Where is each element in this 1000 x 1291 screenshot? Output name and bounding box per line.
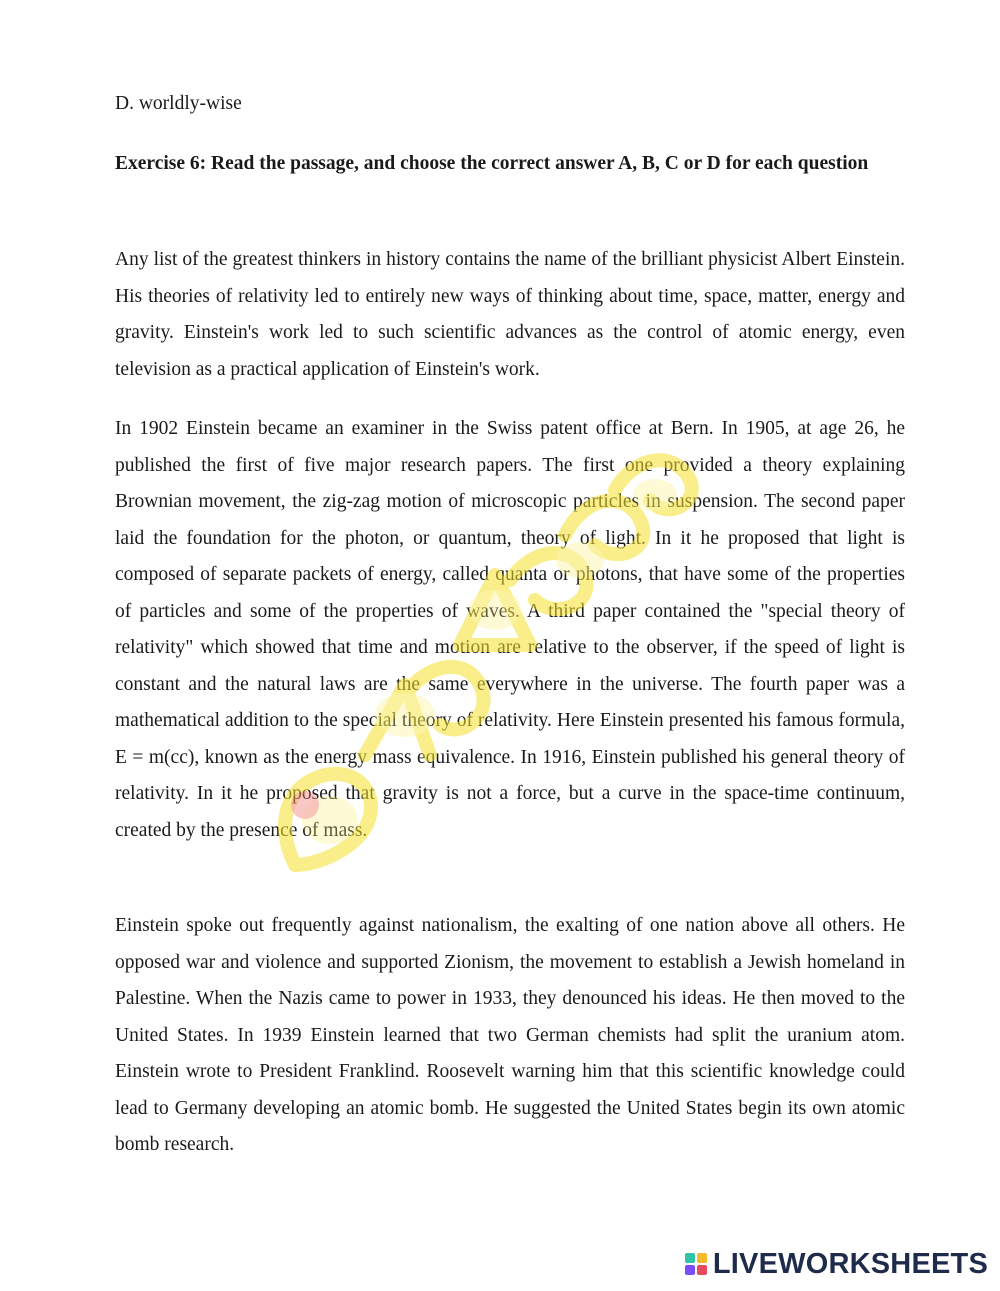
liveworksheets-branding [685, 1247, 988, 1281]
passage-paragraph-1: Any list of the greatest thinkers in history contains the name of the brilliant physicist Albert Einstein. His theories of relativity led to entirely new ways of thinking about time, space, matter, energy and gravity. Einstein's work led to such scientific advances as the control of atomic energy, even television as a practical application of Einstein's work. [115, 249, 905, 380]
brand-name: LIVEWORKSHEETS [712, 1247, 988, 1280]
passage-paragraph-2: In 1902 Einstein became an examiner in the Swiss patent office at Bern. In 1905, at age 26, he published the first of five major research papers. The first one provided a theory explaining Brownian movement, the zig-zag motion of microscopic particles in suspension. The second paper laid the foundation for the photon, or quantum, theory of light. In it he proposed that light is composed of separate packets of energy, called quanta or photons, that have some of the properties of particles and some of the properties of waves. A third paper contained the "special theory of relativity" which showed that time and motion are relative to the observer, if the speed of light is constant and the natural laws are the same everywhere in the universe. The fourth paper was a mathematical addition to the special theory of relativity. Here Einstein presented his famous formula, E = m(cc), known as the energy mass equivalence. In 1916, Einstein published his general theory of relativity. In it he proposed that gravity is not a force, but a curve in the space-time continuum, created by the presence of mass. [115, 418, 905, 841]
answer-option-d: D. worldly-wise [115, 93, 242, 114]
liveworksheets-logo-icon [685, 1253, 707, 1275]
exercise-heading: Exercise 6: Read the passage, and choose the correct answer A, B, C or D for each question [115, 153, 869, 174]
passage-paragraph-3: Einstein spoke out frequently against nationalism, the exalting of one nation above all others. He opposed war and violence and supported Zionism, the movement to establish a Jewish homeland in Palestine. When the Nazis came to power in 1933, they denounced his ideas. He then moved to the United States. In 1939 Einstein learned that two German chemists had split the uranium atom. Einstein wrote to President Franklind. Roosevelt warning him that this scientific knowledge could lead to Germany developing an atomic bomb. He suggested the United States begin its own atomic bomb research. [115, 915, 905, 1155]
